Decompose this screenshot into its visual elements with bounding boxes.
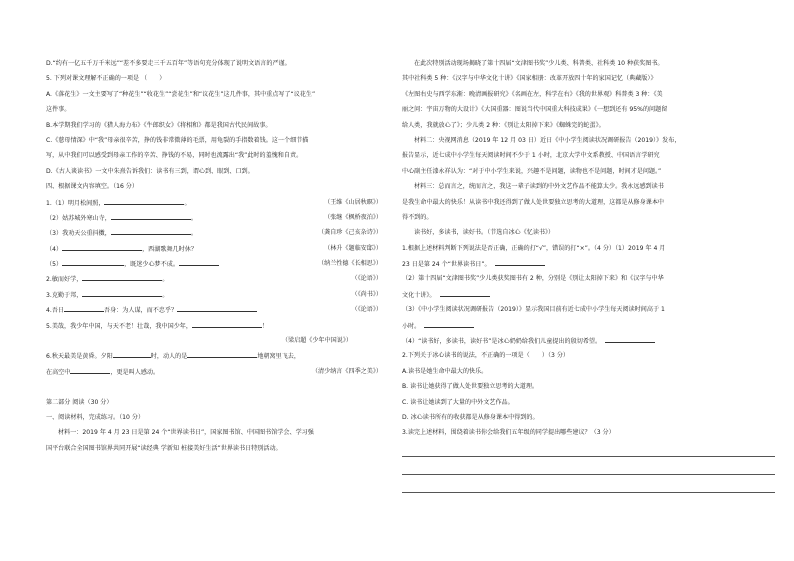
answer-line[interactable]: [402, 465, 775, 475]
q5-option-c-line2: 写，从中我们可以感受到母亲工作的辛苦、挣钱的不易，同时也流露出“我”此时的羞愧和自责。: [46, 152, 303, 160]
q4-option-d: D.“约有一亿五千万千米远”“差不多要走三千五百年”等语句充分体现了说明文语言的严谨。: [46, 60, 291, 67]
passage-line: 材料三：总而言之，统而言之，我这一辈子读到的中外文艺作品不能算太少。我永远感到读书: [414, 183, 664, 191]
part-2-section-1: 一、阅读材料，完成练习。（10 分）: [46, 413, 145, 421]
passage-line: 材料二：央视网消息（2019 年 12 月 03 日）近日《中小学生阅读状况调研报告（2019）》发布，: [414, 136, 681, 144]
option-line: B. 读书让她获得了做人处世要独立思考的大道理。: [402, 383, 539, 391]
question-line: 3.读完上述材料，围绕着读书你会给我们五年级的同学提出哪些建议？（3 分）: [402, 429, 615, 437]
section-4-heading: 四、根据课文内容填空。（16 分）: [46, 183, 138, 191]
answer-line[interactable]: [402, 447, 775, 457]
answer-blank[interactable]: [104, 195, 184, 205]
question-line: 2.下列关于冰心读书的说法，不正确的一项是（ ）（3 分）: [402, 352, 570, 360]
question-line: 23 日是第 24 个“世界读书日”。: [402, 256, 775, 271]
fill-item: 5.美哉，我少年中国，与天不老！壮哉，我中国少年， ！: [46, 318, 392, 333]
question-line: （3）《中小学生阅读状况调研报告（2019）》显示我国目前有近七成中小学生每天阅读时间高于 1: [402, 306, 665, 314]
answer-blank[interactable]: [177, 302, 257, 312]
answer-blank[interactable]: [113, 348, 151, 358]
q5-option-c-line1: C.《慈母情深》中“我”母亲很辛苦，挣的钱非常微薄的毛票，用龟裂的手指数着钱。这一个细节描: [46, 136, 309, 144]
fill-source: （梁启超《少年中国说》）: [281, 337, 352, 345]
fill-item: 3.克勤于邦， 。 （《尚书》）: [46, 287, 392, 302]
q5-stem: 5. 下列对课文理解不正确的一项是 （ ）: [46, 75, 166, 83]
answer-blank[interactable]: [605, 333, 655, 343]
option-line: A.读书是她生命中最大的快乐。: [402, 367, 488, 375]
option-line: D. 冰心读书所有的收获都是从修身课本中得到的。: [402, 413, 539, 421]
material-1-line2: 国平台联合全国图书馆界共同开展“读经典 学新知 桩接美好生活”世界读书日特别活动。: [46, 444, 282, 452]
question-line: 1.根据上述材料判断下列说法是否正确，正确的打“√”，错误的打“×”。（4 分）（1）2019 年 4 月: [402, 244, 666, 252]
q5-option-a-line2: 这件事。: [46, 106, 71, 114]
passage-line: 中心副主任漆永祥认为：“对于中小学生来说，兴趣不是问题，读物也不是问题，时间才是问题。”: [402, 167, 662, 175]
right-column: [402, 56, 775, 501]
question-line: （4）“读书好，多读书，读好书”是冰心奶奶给我们儿童提出的殷切希望。: [402, 333, 775, 348]
option-line: C. 读书让她读到了大量的中外文艺作品。: [402, 398, 514, 406]
answer-blank[interactable]: [62, 241, 142, 251]
fill-item: （5） ，既迷少心梦不成。 （纳兰性德《长相思》）: [46, 256, 392, 271]
passage-line: 报告显示，近七成中小学生每天阅读时间不少于 1 小时，北京大学中文系教授、中国语言学研究: [402, 152, 660, 160]
passage-line: 丽之问：宇宙万物的大设计》《大国重器：图说当代中国重大科技成果》《一想到还有 95%的问题留: [402, 106, 668, 114]
question-line: 小时。: [402, 318, 775, 333]
question-line: 文化十讲》。: [402, 287, 775, 302]
passage-line: 得不到的。: [402, 213, 433, 221]
answer-blank[interactable]: [495, 256, 545, 266]
q5-option-b: B.本学期我们学习的《猎人海力布》《牛郎织女》《将相和》都是我国古代民间故事。: [46, 121, 272, 129]
fill-item: （3）我劝天公重抖擞， 。 （龚自珍《己亥杂诗》）: [46, 225, 392, 240]
answer-line[interactable]: [402, 483, 775, 493]
fill-item: 4.吾日 吾身：为人谋，而不忠乎？ （《论语》）: [46, 302, 392, 317]
answer-blank[interactable]: [62, 256, 124, 266]
left-column: [46, 56, 392, 456]
answer-blank[interactable]: [111, 210, 191, 220]
answer-blank[interactable]: [440, 287, 490, 297]
passage-line: 是我生命中最大的快乐！从读书中我还得到了做人处世要独立思考的大道理，这都是从修身课本中: [402, 198, 665, 206]
part-2-heading: 第二部分 阅读（30 分）: [46, 398, 113, 406]
answer-blank[interactable]: [82, 271, 162, 281]
question-line: （2）第十四届“文津图书奖”少儿类获奖图书有 2 种，分别是《别让太阳掉下来》和《汉字与中华: [402, 275, 664, 283]
passage-line: 《左图右史与西学东渐：晚清画报研究》《名画在左，科学在右》《我的世界观》科普类 3 种：《美: [402, 90, 663, 98]
fill-item: 2.敏而好学， 。 （《论语》）: [46, 271, 392, 286]
passage-line: 其中社科类 5 种：《汉字与中华文化十讲》《国家相册：改革开放四十年的家国记忆（典藏版）》: [402, 75, 657, 83]
fill-item: 在高空中 ，更是叫人感动。 （清少纳言《四季之美》）: [46, 364, 392, 379]
answer-blank[interactable]: [179, 256, 219, 266]
answer-blank[interactable]: [82, 287, 162, 297]
fill-item: 1.（1）明月松间照， 。 （王维《山居秋暝》）: [46, 195, 392, 210]
passage-line: 给人类，我就放心了》；少儿类 2 种：《别让太阳掉下来》《蜘蛛完的蛇蛋》。: [402, 121, 605, 129]
q5-option-d: D.《古人谈读书》一文中朱熹告诉我们：读书有三到，谓心到、眼到、口到。: [46, 167, 254, 175]
answer-blank[interactable]: [64, 302, 104, 312]
answer-blank[interactable]: [70, 364, 110, 374]
fill-item: （4） ，西湖歌舞几时休？ （林升《题临安邸》）: [46, 241, 392, 256]
q5-option-a-line1: A.《落花生》一文主要写了“种花生”“收花生”“尝花生”和“议花生”这几件事，其中重点写了“议花生”: [46, 90, 316, 98]
answer-area[interactable]: [402, 447, 775, 493]
passage-line: 读书好，多读书，读好书。（节选自冰心《忆读书》）: [414, 229, 555, 237]
answer-blank[interactable]: [111, 225, 191, 235]
fill-item: （2）姑苏城外寒山寺， 。 （张继《枫桥夜泊》）: [46, 210, 392, 225]
material-1-line1: 材料一：2019 年 4 月 23 日是第 24 个“世界读书日”，国家图书馆、中国图书馆学会、学习强: [58, 429, 314, 437]
answer-blank[interactable]: [192, 318, 262, 328]
answer-blank[interactable]: [187, 348, 257, 358]
passage-line: 在此次特别活动现场揭晓了第十四届“文津图书奖”少儿类、科普类、社科类 10 种获奖图书。: [414, 60, 664, 67]
fill-item: 6.秋天最美是黄昏。夕阳 时，动人的是 地朝窝里飞去，: [46, 348, 392, 363]
answer-blank[interactable]: [424, 318, 474, 328]
